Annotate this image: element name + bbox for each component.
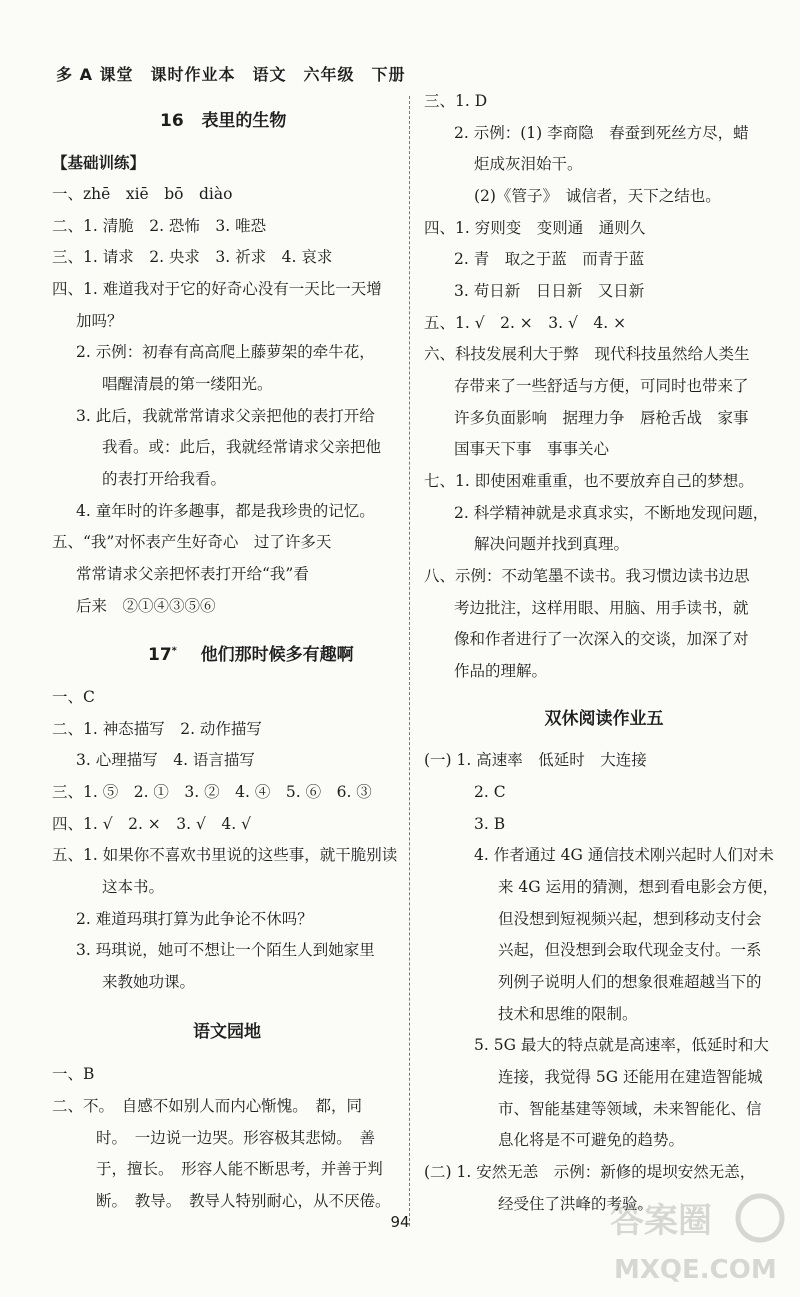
watermark-logo-text: 答案圈 [610,1201,712,1241]
answer-line: 来教她功课。 [102,973,196,991]
basic-training-label: 【基础训练】 [52,154,146,172]
answer-line: 但没想到短视频兴起，想到移动支付会 [498,910,762,928]
answer-line: 兴起，但没想到会取代现金支付。一系 [498,941,762,959]
answer-line: 考边批注，这样用眼、用脑、用手读书，就 [454,599,749,617]
answer-line: 2. 难道玛琪打算为此争论不休吗？ [76,910,313,928]
lesson-16-title: 表里的生物 [201,111,287,131]
answer-line: 的表打开给我看。 [102,470,227,488]
answer-line: 3. 此后，我就常常请求父亲把他的表打开给 [76,407,375,425]
answer-line: 六、科技发展利大于弊 现代科技虽然给人类生 [424,345,750,363]
answer-line: (2)《管子》 诚信者，天下之结也。 [474,187,721,205]
answer-line: 于，擅长。 形容人能不断思考，并善于判 [96,1160,383,1178]
answer-line: 3. B [474,815,506,833]
answer-line: 三、1. 请求 2. 央求 3. 祈求 4. 哀求 [52,248,333,266]
answer-line: 4. 作者通过 4G 通信技术刚兴起时人们对未 [474,846,774,864]
answer-line: 国事天下事 事事关心 [454,440,610,458]
page-header: 多 A 课堂 课时作业本 语文 六年级 下册 [56,65,406,84]
answer-line: 四、1. √ 2. × 3. √ 4. √ [52,815,251,833]
answer-line: 七、1. 即使困难重重，也不要放弃自己的梦想。 [424,472,754,490]
answer-line: 我看。或：此后，我就经常请求父亲把他 [102,438,382,456]
answer-line: 市、智能基建等领域，未来智能化、信 [498,1100,762,1118]
answer-line: 像和作者进行了一次深入的交谈，加深了对 [454,630,749,648]
answer-line: 解决问题并找到真理。 [474,535,630,553]
answer-line: 炬成灰泪始干。 [474,155,583,173]
watermark-logo [600,1190,790,1290]
answer-line: 加吗？ [76,312,123,330]
answer-line: 三、1. ⑤ 2. ① 3. ② 4. ④ 5. ⑥ 6. ③ [52,783,372,801]
lesson-17-heading [148,640,354,665]
answer-line: 2. 示例：初春有高高爬上藤萝架的牵牛花， [76,343,375,361]
answer-line: 一、zhē xiē bō diào [52,185,233,203]
page-number: 94 [390,1213,410,1231]
answer-line: 3. 心理描写 4. 语言描写 [76,751,255,769]
answer-line: 3. 玛琪说，她可不想让一个陌生人到她家里 [76,941,375,959]
answer-line: 四、1. 难道我对于它的好奇心没有一天比一天增 [52,280,382,298]
watermark-site-text: MXQE.COM [614,1255,777,1285]
answer-line: 八、示例：不动笔墨不读书。我习惯边读书边思 [424,567,750,585]
answer-line: 唱醒清晨的第一缕阳光。 [102,375,273,393]
answer-line: 3. 苟日新 日日新 又日新 [454,282,645,300]
answer-line: 2. C [474,783,506,801]
answer-line: 存带来了一些舒适与方便，可同时也带来了 [454,377,749,395]
answer-line: 二、1. 神态描写 2. 动作描写 [52,720,262,738]
answer-line: 三、1. D [424,92,488,110]
answer-line: 经受住了洪峰的考验。 [498,1195,654,1213]
answer-line: 2. 示例：(1) 李商隐 春蚕到死丝方尽，蜡 [454,124,749,142]
answer-line: 四、1. 穷则变 变则通 通则久 [424,219,646,237]
answer-line: 五、1. 如果你不喜欢书里说的这些事，就干脆别读 [52,846,398,864]
chinese-garden-heading: 语文园地 [193,1022,261,1042]
answer-line: 常常请求父亲把怀表打开给“我”看 [76,565,309,583]
answer-line: 来 4G 运用的猜测，想到看电影会方便， [498,878,779,896]
column-divider [409,96,410,1226]
answer-line: 2. 青 取之于蓝 而青于蓝 [454,250,645,268]
answer-line: 一、B [52,1065,95,1083]
answer-line: 4. 童年时的许多趣事，都是我珍贵的记忆。 [76,502,375,520]
answer-line: 连接，我觉得 5G 还能用在建造智能城 [498,1068,763,1086]
answer-line: 一、C [52,688,95,706]
lesson-17-title: 他们那时候多有趣啊 [200,645,354,665]
lesson-16-number: 16 [160,111,184,131]
answer-line: 五、“我”对怀表产生好奇心 过了许多天 [52,533,332,551]
answer-line: 列例子说明人们的想象很难超越当下的 [498,973,762,991]
answer-line: 二、1. 清脆 2. 恐怖 3. 唯恐 [52,217,267,235]
lesson-17-number: 17 [148,645,172,665]
answer-line: (二) 1. 安然无恙 示例：新修的堤坝安然无恙， [424,1163,756,1181]
answer-line: 息化将是不可避免的趋势。 [498,1131,685,1149]
answer-line: (一) 1. 高速率 低延时 大连接 [424,751,647,769]
lesson-16-heading [160,106,286,131]
answer-line: 后来 ②①④③⑤⑥ [76,597,216,615]
answer-line: 二、不。 自感不如别人而内心惭愧。 都，同 [52,1097,363,1115]
answer-line: 这本书。 [102,878,165,896]
answer-line: 许多负面影响 据理力争 唇枪舌战 家事 [454,409,749,427]
answer-line: 断。 教导。 教导人特别耐心，从不厌倦。 [96,1192,391,1210]
answer-line: 五、1. √ 2. × 3. √ 4. × [424,314,627,332]
answer-line: 2. 科学精神就是求真求实，不断地发现问题， [454,504,769,522]
optional-lesson-mark: * [171,645,177,657]
answer-line: 时。 一边说一边哭。形容极其悲恸。 善 [96,1129,376,1147]
answer-line: 技术和思维的限制。 [498,1005,638,1023]
weekend-reading-heading: 双休阅读作业五 [544,709,664,729]
answer-line: 作品的理解。 [454,662,548,680]
answer-line: 5. 5G 最大的特点就是高速率，低延时和大 [474,1036,769,1054]
